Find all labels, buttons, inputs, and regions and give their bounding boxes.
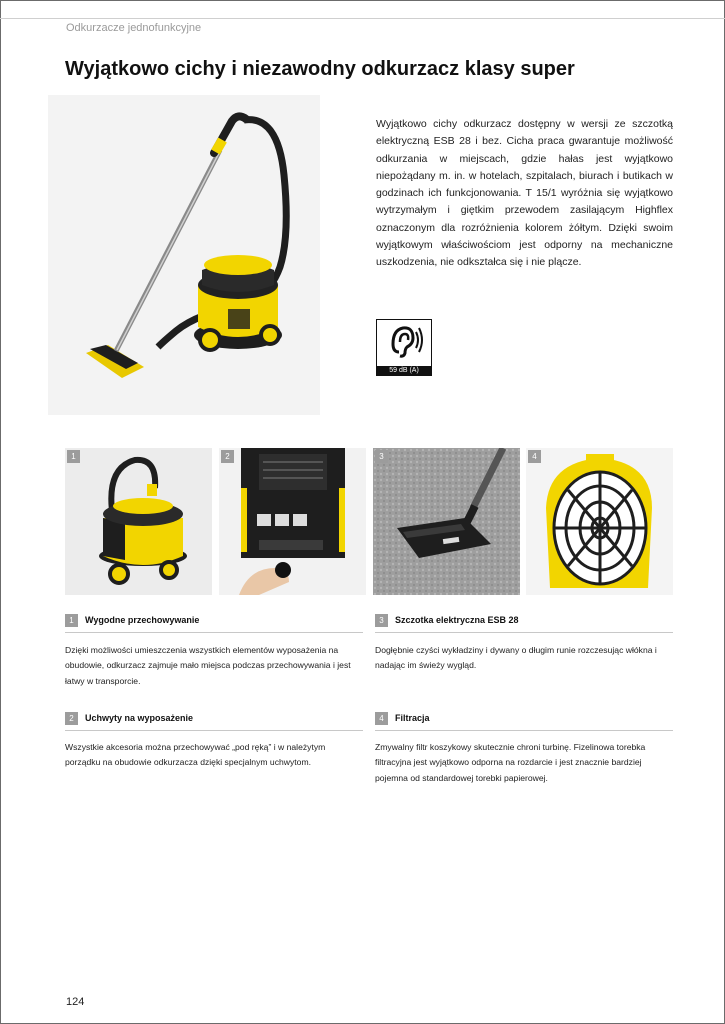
noise-level-badge [376, 319, 432, 376]
noise-unit: dB (A) [398, 367, 419, 374]
hero-product-image [48, 95, 320, 415]
page-title: Wyjątkowo cichy i niezawodny odkurzacz klasy super [65, 58, 575, 80]
feature-text: Zmywalny filtr koszykowy skutecznie chroni turbinę. Fizelinowa torebka filtracyjna jest wyjątkowo odporna na rozdarcie i jest znacznie bardziej pojemna od standardowej torebki papierowej. [375, 742, 646, 783]
thumbnail-number: 1 [67, 450, 80, 463]
feature-text: Dzięki możliwości umieszczenia wszystkich elementów wyposażenia na obudowie, odkurzacz zajmuje mało miejsca podczas przechowywania i jest łatwy w transporcie. [65, 645, 351, 686]
feature-title: Uchwyty na wyposażenie [85, 713, 194, 723]
feature-number: 2 [65, 712, 78, 725]
thumbnail-electric-brush [373, 448, 520, 595]
thumbnail-filter [526, 448, 673, 595]
feature-title: Szczotka elektryczna ESB 28 [395, 615, 519, 625]
feature-title: Filtracja [395, 713, 430, 723]
header-rule [0, 18, 725, 19]
feature-number: 3 [375, 614, 388, 627]
thumbnail-number: 2 [221, 450, 234, 463]
noise-value: 59 [389, 367, 397, 374]
page-number: 124 [66, 996, 85, 1008]
feature-heading [375, 614, 673, 633]
feature-text: Dogłębnie czyści wykładziny i dywany o długim runie rozczesując włókna i nadając im świeży wygląd. [375, 645, 657, 671]
noise-level-label [377, 366, 431, 375]
feature-number: 1 [65, 614, 78, 627]
feature-number: 4 [375, 712, 388, 725]
thumbnail-accessory-holders [219, 448, 366, 595]
thumbnail-storage [65, 448, 212, 595]
thumbnail-number: 3 [375, 450, 388, 463]
feature-text: Wszystkie akcesoria można przechowywać „pod ręką” i w należytym porządku na obudowie odkurzacza dzięki specjalnym uchwytom. [65, 742, 326, 768]
intro-paragraph: Wyjątkowo cichy odkurzacz dostępny w wersji ze szczotką elektryczną ESB 28 i bez. Cicha praca gwarantuje możliwość odkurzania w miejscach, gdzie hałas jest wyjątkowo niepożądany m. in. w hotelach, szpitalach, biurach i butikach w godzinach ich funkcjonowania. T 15/1 wyróżnia się wyjątkowo wytrzymałym i giętkim przewodem zasilającym Highflex oznaczonym dla rozróżnienia kolorem żółtym. Dzięki swoim wyjątkowym właściwościom jest odporny na mechaniczne uszkodzenia, nie odkształca się i nie plącze. [376, 118, 673, 269]
thumbnail-number: 4 [528, 450, 541, 463]
feature-heading [375, 712, 673, 731]
feature-heading [65, 614, 363, 633]
feature-title: Wygodne przechowywanie [85, 615, 200, 625]
section-label: Odkurzacze jednofunkcyjne [66, 22, 202, 34]
ear-icon [385, 322, 425, 367]
feature-heading [65, 712, 363, 731]
